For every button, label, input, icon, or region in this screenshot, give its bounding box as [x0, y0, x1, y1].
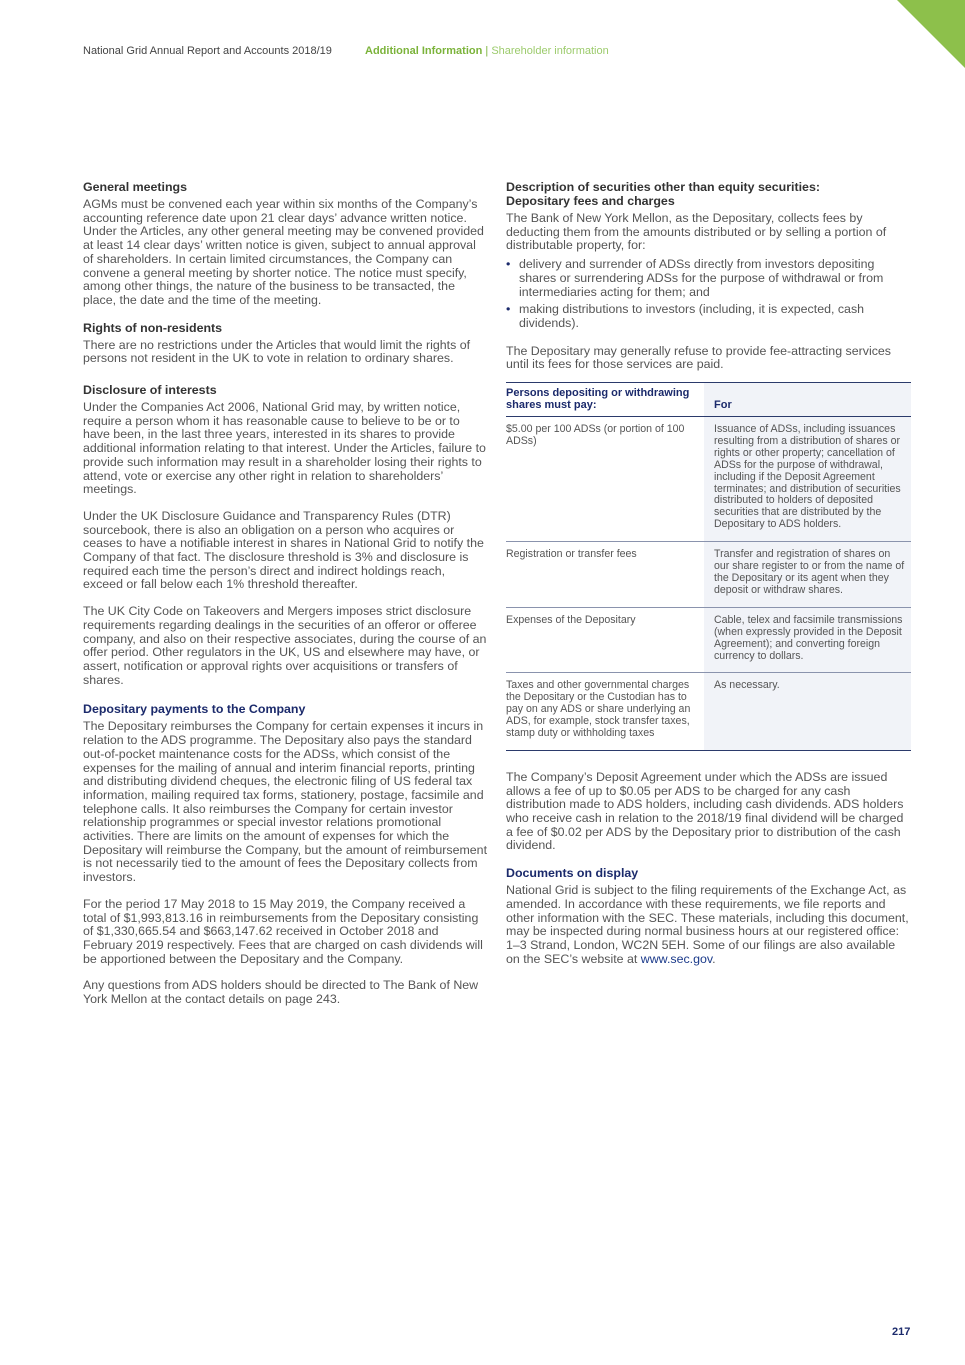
depositary-fee-table	[506, 382, 911, 751]
table-row	[506, 542, 911, 608]
purpose-cell: As necessary.	[704, 673, 911, 751]
non-residents-body: There are no restrictions under the Articles that would limit the rights of persons not resident in the UK to vote in relation to ordinary shares.	[83, 337, 471, 366]
fee-cell: Taxes and other governmental charges the Depositary or the Custodian has to pay on any ADS or share underlying an ADS, for example, stock transfer taxes, stamp duty or withholding taxes	[506, 673, 704, 751]
section-breadcrumb	[365, 45, 609, 57]
table-row	[506, 417, 911, 542]
section-title: Additional Information	[365, 45, 483, 57]
purpose-cell: Issuance of ADSs, including issuances resulting from a distribution of shares or rights or other property; cancellation of ADSs for the purpose of withdrawal, including if the Deposit Agreement terminates; and distribution of securities distributed to holders of deposited securities that are distributed by the Depositary to ADS holders.	[704, 417, 911, 542]
breadcrumb-separator: |	[485, 45, 489, 57]
disclosure-paragraph: Under the UK Disclosure Guidance and Transparency Rules (DTR) sourcebook, there is also an obligation on a person who acquires or ceases to have a notifiable interest in shares in National Grid to notify the Company of that fact. The disclosure threshold is 3% and disclosure is required each time the person’s direct and indirect holdings reach, exceed or fall below each 1% threshold thereafter.	[83, 508, 484, 592]
sec-website-link[interactable]: www.sec.gov	[640, 951, 713, 966]
general-meetings-heading: General meetings	[83, 180, 187, 194]
securities-intro: The Bank of New York Mellon, as the Depositary, collects fees by deducting them from the amounts distributed or by selling a portion of distributable property, for:	[506, 211, 887, 253]
fee-cell: $5.00 per 100 ADSs (or portion of 100 ADSs)	[506, 417, 704, 542]
table-row	[506, 607, 911, 673]
depositary-payments-paragraph: The Depositary reimburses the Company for certain expenses it incurs in relation to the ADS programme. The Depositary also pays the standard out-of-pocket maintenance costs for the ADSs, which consist of the expenses for the mailing of annual and interim financial reports, printing and distributing dividend cheques, the electronic filing of US federal tax information, mailing required tax forms, stationery, postage, facsimile and telephone calls. It also reimburses the Company for certain investor relationship programmes or special investor relations promotional activities. There are limits on the amount of expenses for which the Depositary will reimburse the Company, but the amount of reimbursement is not necessarily tied to the amount of fees the Depositary collects from investors.	[83, 719, 488, 885]
subsection-title: Shareholder information	[491, 45, 609, 57]
list-item	[506, 303, 911, 330]
list-item-text: delivery and surrender of ADSs directly from investors depositing shares or surrendering ADSs for the purpose of withdrawal or from intermediaries acting for them; and	[519, 257, 884, 299]
documents-heading: Documents on display	[506, 866, 639, 881]
column-header-payment: Persons depositing or withdrawing shares must pay:	[506, 383, 704, 417]
list-item	[506, 258, 911, 299]
documents-end: .	[712, 951, 716, 966]
corner-accent-triangle	[897, 0, 965, 68]
purpose-cell: Transfer and registration of shares on our share register to or from the name of the Depositary or its agent when they deposit or withdraw shares.	[704, 542, 911, 608]
list-item-text: making distributions to investors (including, it is expected, cash dividends).	[519, 302, 865, 330]
disclosure-paragraph: Under the Companies Act 2006, National Grid may, by written notice, require a person whom it has reasonable cause to believe to be or to have been, in the last three years, interested in its shares to provide additional information relating to that interest. Under the Articles, failure to provide such information may result in a shareholder losing their rights to attend, vote or exercise any other right in relation to shareholders’ meetings.	[83, 400, 486, 497]
securities-heading-line1: Description of securities other than equity securities:	[506, 180, 820, 194]
table-row	[506, 673, 911, 751]
deposit-agreement-paragraph: The Company’s Deposit Agreement under which the ADSs are issued allows a fee of up to $0.05 per ADS to be charged for any cash distribution made to ADS holders, including cash dividends. ADS holders who receive cash in relation to the 2018/19 final dividend will be charged a fee of $0.02 per ADS by the Depositary prior to distribution of the cash dividend.	[506, 769, 904, 853]
securities-heading	[506, 180, 911, 208]
left-column	[83, 180, 488, 1020]
bullet-icon: •	[506, 302, 511, 317]
fee-cell: Expenses of the Depositary	[506, 607, 704, 673]
securities-heading-line2: Depositary fees and charges	[506, 194, 675, 208]
depositary-payments-paragraph: For the period 17 May 2018 to 15 May 2019, the Company received a total of $1,993,813.16 in reimbursements from the Depositary consisting of $1,330,665.54 and $663,147.62 received in October 2018 and February 2019 respectively. Fees that are charged on cash dividends will be apportioned between the Depositary and the Company.	[83, 896, 483, 966]
depositary-payments-heading: Depositary payments to the Company	[83, 702, 306, 717]
general-meetings-body: AGMs must be convened each year within six months of the Company’s accounting reference date upon 21 clear days’ advance written notice. Under the Articles, any other general meeting may be convened provided at least 14 clear days’ written notice is given, subject to annual approval of shareholders. In certain limited circumstances, the Company can convene a general meeting by shorter notice. The notice must specify, among other things, the nature of the business to be transacted, the place, the date and the time of the meeting.	[83, 197, 484, 307]
disclosure-paragraph: The UK City Code on Takeovers and Mergers imposes strict disclosure requirements regarding dealings in the securities of an offeror or offeree company, and also on their respective associates, during the course of an offer period. Other regulators in the UK, US and elsewhere may have, or assert, notification or approval rights over acquisitions or transfers of shares.	[83, 604, 487, 687]
securities-outro: The Depositary may generally refuse to provide fee-attracting services until its fees for those services are paid.	[506, 343, 891, 372]
securities-bullet-list	[506, 258, 911, 331]
depositary-payments-paragraph: Any questions from ADS holders should be directed to The Bank of New York Mellon at the contact details on page 243.	[83, 978, 479, 1007]
disclosure-heading: Disclosure of interests	[83, 383, 217, 398]
bullet-icon: •	[506, 257, 511, 272]
fee-cell: Registration or transfer fees	[506, 542, 704, 608]
non-residents-heading: Rights of non-residents	[83, 320, 223, 335]
documents-body: National Grid is subject to the filing requirements of the Exchange Act, as amended. In accordance with these requirements, we file reports and other information with the SEC. These materials, including this document, may be inspected during normal business hours at our registered office: 1–3 Strand, London, WC2N 5EH. Some of our filings are also available on the SEC’s website at	[506, 883, 909, 966]
right-column	[506, 180, 911, 979]
running-header	[83, 45, 609, 57]
page-number: 217	[892, 1326, 911, 1338]
column-header-for: For	[704, 383, 911, 417]
purpose-cell: Cable, telex and facsimile transmissions (when expressly provided in the Deposit Agreement); and converting foreign currency to dollars.	[704, 607, 911, 673]
report-title: National Grid Annual Report and Accounts 2018/19	[83, 45, 332, 57]
documents-paragraph	[506, 884, 911, 966]
table-header-row	[506, 383, 911, 417]
